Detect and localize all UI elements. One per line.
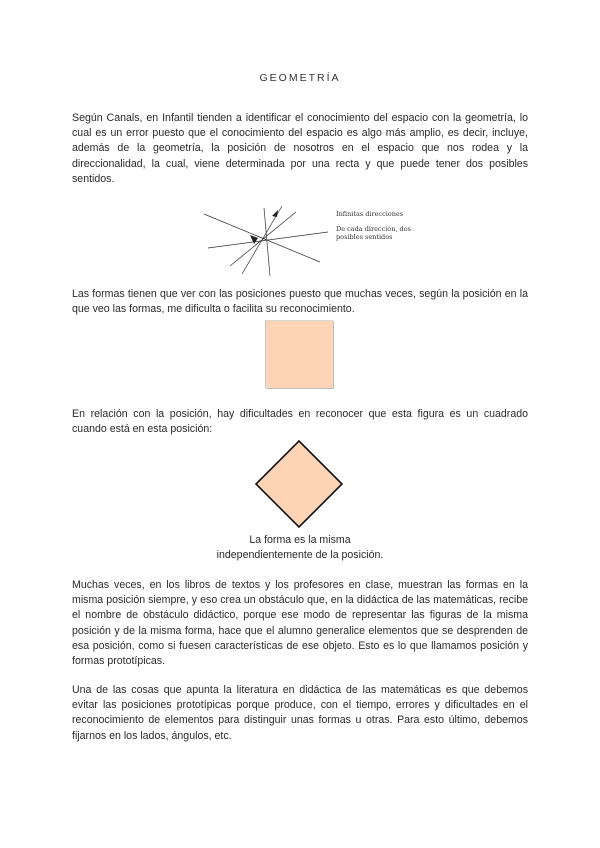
arrow-head-icon	[272, 210, 278, 217]
arrow-head-icon	[250, 235, 258, 244]
diamond-polygon	[256, 441, 342, 527]
directions-labels	[336, 210, 411, 242]
direction-line	[264, 208, 270, 276]
paragraph-position-difficulty: En relación con la posición, hay dificultades en reconocer que esta figura es un cuadrado cuando está en esta posición:	[72, 408, 528, 436]
label-infinite-directions: Infinitas direcciones	[336, 210, 404, 218]
direction-line	[208, 232, 328, 248]
rotated-square-shape	[255, 440, 343, 528]
label-two-senses-line1: De cada dirección, dos	[336, 224, 411, 233]
page-title: GEOMETRÍA	[259, 72, 341, 84]
paragraph-forms-positions: Las formas tienen que ver con las posiciones puesto que muchas veces, según la posición en la que veo las formas, me dificulta o facilita su reconocimiento.	[72, 288, 528, 316]
paragraph-didactic-obstacle: Muchas veces, en los libros de textos y los profesores en clase, muestran las formas en la misma posición siempre, y eso crea un obstáculo que, en la didáctica de las matemáticas, recibe el nombre de obstáculo didáctico, porque ese modo de representar las figuras de la misma posición y de la misma forma, hace que el alumno generalice elementos que se desprenden de esa posición, como si fuesen características de ese objeto. Esto es lo que llamamos posición y formas prototípicas.	[72, 579, 528, 668]
square-shape	[265, 320, 333, 388]
label-two-senses-line2: posibles sentidos	[336, 233, 393, 241]
directions-diagram	[200, 204, 330, 278]
paragraph-prototypical-positions: Una de las cosas que apunta la literatura en didáctica de las matemáticas es que debemos evitar las posiciones prototípicas porque produce, con el tiempo, errores y dificultades en el reconocimiento de elementos para distinguir unas formas u otras. Para esto último, debemos fijarnos en los lados, ángulos, etc.	[72, 684, 528, 742]
direction-line	[230, 212, 296, 266]
caption-line-1: La forma es la misma	[249, 534, 351, 546]
paragraph-intro: Según Canals, en Infantil tienden a identificar el conocimiento del espacio con la geometría, lo cual es un error puesto que el conocimiento del espacio es algo más amplio, es decir, incluye, además de la geometría, la posición de nosotros en el espacio que nos rodea y la direccionalidad, la cual, viene determinada por una recta y que puede tener dos posibles sentidos.	[72, 112, 528, 185]
caption-line-2: independientemente de la posición.	[216, 549, 384, 561]
direction-line	[204, 214, 320, 262]
